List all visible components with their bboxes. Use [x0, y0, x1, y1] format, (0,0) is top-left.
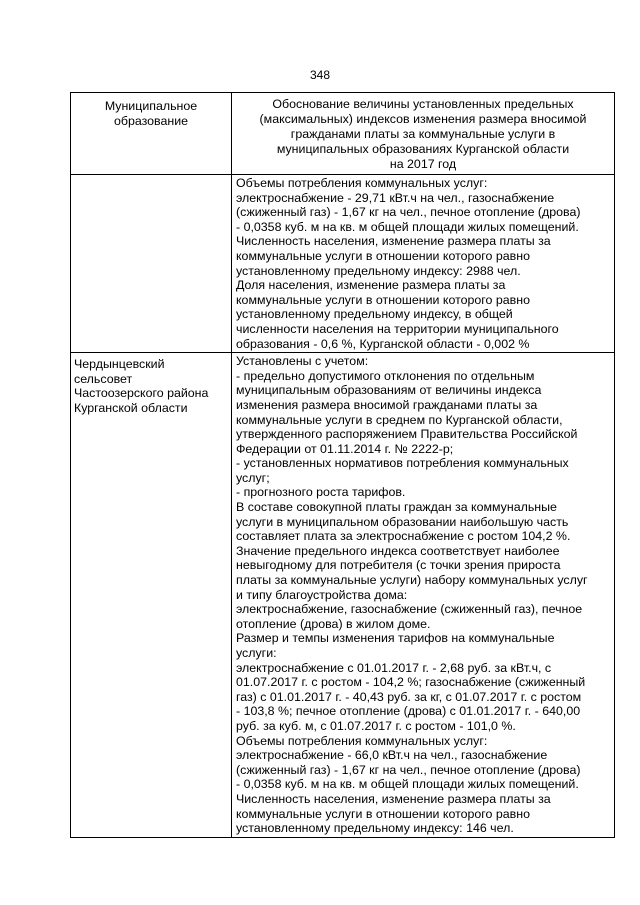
text-line: установленному предельному индексу, в общей — [236, 307, 513, 322]
row1-municipality — [71, 175, 231, 180]
text-line: Численность населения, изменение размера платы за — [236, 791, 551, 806]
text-line: Размер и темпы изменения тарифов на коммунальные — [236, 631, 555, 646]
text-line: Объемы потребления коммунальных услуг: — [236, 176, 488, 190]
text-line: муниципальным образованиям от величины индекса — [236, 383, 542, 398]
text-line: Муниципальное — [104, 99, 198, 113]
row1-municipality-cell — [71, 175, 232, 353]
text-line: - 0,0358 куб. м на кв. м общей площади жилых помещений. — [236, 777, 579, 792]
text-line: отопление (дрова) в жилом доме. — [236, 616, 431, 631]
text-line: услуги в муниципальном образовании наибольшую часть — [236, 514, 569, 529]
municipal-index-table — [70, 92, 615, 838]
text-line: - установленных нормативов потребления коммунальных — [236, 456, 569, 471]
text-line: электроснабжение, газоснабжение (сжиженный газ), печное — [236, 602, 583, 617]
text-line: образования - 0,6 %, Курганской области - 0,002 % — [236, 336, 530, 351]
text-line: утвержденного распоряжением Правительства Российской — [236, 427, 578, 442]
text-line: невыгодному для потребителя (с точки зрения прироста — [236, 558, 561, 573]
text-line: образование — [113, 114, 189, 128]
text-line: 01.07.2017 г. с ростом - 104,2 %; газоснабжение (сжиженный — [236, 675, 586, 690]
text-line: коммунальные услуги в отношении которого равно — [236, 292, 530, 307]
page-number: 348 — [309, 68, 331, 82]
text-line: на 2017 год — [389, 157, 457, 171]
text-line: коммунальные услуги в среднем по Курганской области, — [236, 412, 563, 427]
text-line: Доля населения, изменение размера платы за — [236, 278, 506, 293]
text-line: муниципальных образованиях Курганской области — [276, 142, 570, 156]
text-line: Чердынцевский — [74, 357, 165, 372]
table-row — [71, 353, 615, 838]
text-line: Федерации от 01.11.2014 г. № 2222-р; — [236, 441, 454, 456]
text-line: электроснабжение - 66,0 кВт.ч на чел., газоснабжение — [236, 748, 548, 763]
text-line: изменения размера вносимой гражданами платы за — [236, 397, 538, 412]
text-line: услуг; — [236, 470, 270, 485]
table-row — [71, 175, 615, 353]
text-line: платы за коммунальные услуги) набору коммунальных услуг — [236, 573, 588, 588]
text-line: Численность населения, изменение размера платы за — [236, 234, 551, 249]
table-header-row — [71, 93, 615, 175]
text-line: сельсовет — [74, 371, 133, 386]
text-line: Объемы потребления коммунальных услуг: — [236, 733, 488, 748]
text-line: Частоозерского района — [74, 386, 209, 401]
text-line: (сжиженный газ) - 1,67 кг на чел., печное отопление (дрова) — [236, 205, 581, 220]
row1-justification — [232, 175, 614, 352]
text-line: составляет плата за электроснабжение с ростом 104,2 %. — [236, 529, 571, 544]
text-line: - 103,8 %; печное отопление (дрова) с 01.01.2017 г. - 640,00 — [236, 704, 581, 719]
text-line: руб. за куб. м, с 01.07.2017 г. с ростом - 101,0 %. — [236, 718, 516, 733]
row1-justification-cell — [232, 175, 615, 353]
text-line: электроснабжение - 29,71 кВт.ч на чел., газоснабжение — [236, 190, 555, 205]
text-line: - предельно допустимого отклонения по отдельным — [236, 368, 535, 383]
text-line: газ) с 01.01.2017 г. - 40,43 руб. за кг, с 01.07.2017 г. с ростом — [236, 689, 582, 704]
text-line: Значение предельного индекса соответствует наиболее — [236, 543, 560, 558]
text-line: коммунальные услуги в отношении которого равно — [236, 248, 530, 263]
text-line: (сжиженный газ) - 1,67 кг на чел., печное отопление (дрова) — [236, 762, 581, 777]
text-line: Обоснование величины установленных предельных — [272, 97, 574, 111]
text-line: - прогнозного роста тарифов. — [236, 485, 406, 500]
text-line: В составе совокупной платы граждан за коммунальные — [236, 500, 557, 515]
text-line: и типу благоустройства дома: — [236, 587, 408, 602]
row2-justification-cell — [232, 353, 615, 838]
text-line: электроснабжение с 01.01.2017 г. - 2,68 руб. за кВт.ч, с — [236, 660, 552, 675]
row2-municipality-cell — [71, 353, 232, 838]
row2-justification — [232, 353, 614, 837]
text-line: численности населения на территории муниципального — [236, 321, 559, 336]
row2-municipality — [71, 353, 231, 416]
text-line: коммунальные услуги в отношении которого равно — [236, 806, 530, 821]
header-justification-cell — [232, 93, 615, 175]
text-line: Курганской области — [74, 400, 188, 415]
header-municipality — [71, 93, 231, 131]
text-line: (максимальных) индексов изменения размера вносимой — [259, 112, 587, 126]
text-line: установленному предельному индексу: 146 чел. — [236, 821, 514, 836]
text-line: гражданами платы за коммунальные услуги в — [290, 127, 556, 141]
text-line: Установлены с учетом: — [236, 354, 369, 369]
header-justification — [232, 93, 614, 174]
text-line: установленному предельному индексу: 2988 чел. — [236, 263, 521, 278]
header-municipality-cell — [71, 93, 232, 175]
text-line: - 0,0358 куб. м на кв. м общей площади жилых помещений. — [236, 219, 579, 234]
text-line: услуги: — [236, 646, 277, 660]
